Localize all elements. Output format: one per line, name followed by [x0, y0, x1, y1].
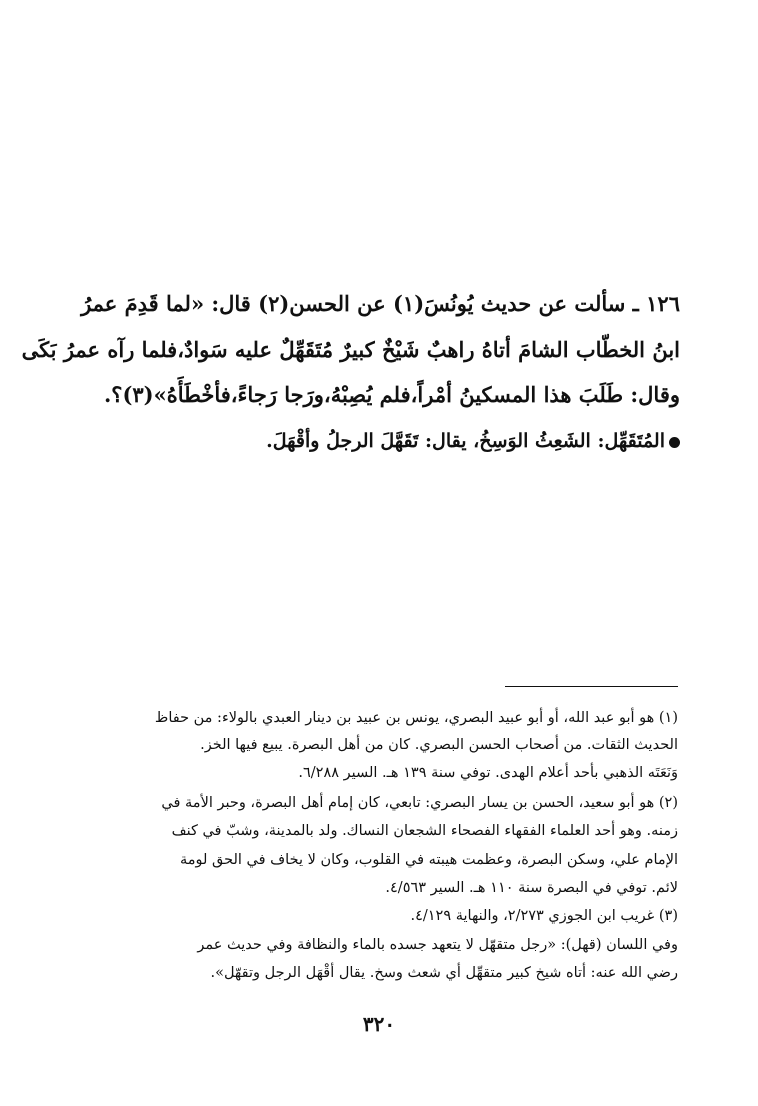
footnote-line: (١) هو أبو عبد الله، أو أبو عبيد البصري، يونس بن عبيد بن دينار العبدي بالولاء: من حفاظ	[154, 710, 678, 726]
entry-line: ١٢٦ ـ سألت عن حديث يُونُسَ(١) عن الحسن(٢) قال: «لما قَدِمَ عمرُ	[81, 291, 680, 316]
footnote-line: وَنَعَتَه الذهبي بأحد أعلام الهدى. توفي سنة ١٣٩ هـ. السير ٦/٢٨٨.	[298, 765, 678, 781]
bullet-icon	[669, 437, 680, 448]
footnote-line: (٣) غريب ابن الجوزي ٢/٢٧٣، والنهاية ٤/١٢٩.	[410, 908, 678, 924]
entry-line: وقال: طَلَبَ هذا المسكينُ أمْراً،فلم يُصِبْهُ،ورَجا رَجاءً،فأخْطَأَهُ»(٣)؟.	[103, 382, 680, 407]
footnote-line: الإمام علي، وسكن البصرة، وعظمت هيبته في القلوب، وكان لا يخاف في الحق لومة	[179, 852, 678, 868]
entry-line: ابنُ الخطّاب الشامَ أتاهُ راهبٌ شَيْخٌ كبيرٌ مُتَقَهِّلٌ عليه سَوادٌ،فلما رآه عمرُ بَكَى	[21, 337, 680, 362]
footnote-line: الحديث الثقات. من أصحاب الحسن البصري. كان من أهل البصرة. يبيع فيها الخز.	[200, 737, 678, 753]
footnote-line: لائم. توفي في البصرة سنة ١١٠ هـ. السير ٤/٥٦٣.	[385, 880, 678, 896]
page-number: ٣٢٠	[362, 1012, 396, 1036]
footnote-line: زمنه. وهو أحد العلماء الفقهاء الفصحاء الشجعان النساك. ولد بالمدينة، وشبّ في كنف	[171, 823, 678, 839]
footnote-line: وفي اللسان (قهل): «رجل متقهّل لا يتعهد جسده بالماء والنظافة وفي حديث عمر	[197, 937, 678, 953]
footnote-line: رضي الله عنه: أتاه شيخ كبير متقهِّل أي شعث وسخ. يقال أقْهَل الرجل وتقهّل».	[210, 965, 678, 981]
footnote-line: (٢) هو أبو سعيد، الحسن بن يسار البصري: تابعي، كان إمام أهل البصرة، وحبر الأمة في	[161, 795, 678, 811]
footnote-separator	[505, 686, 678, 687]
gloss-note	[68, 426, 680, 456]
gloss-text: المُتَقَهِّل: الشَعِثُ الوَسِخُ، يقال: تَقَهَّلَ الرجلُ وأقْهَلَ.	[266, 430, 665, 452]
